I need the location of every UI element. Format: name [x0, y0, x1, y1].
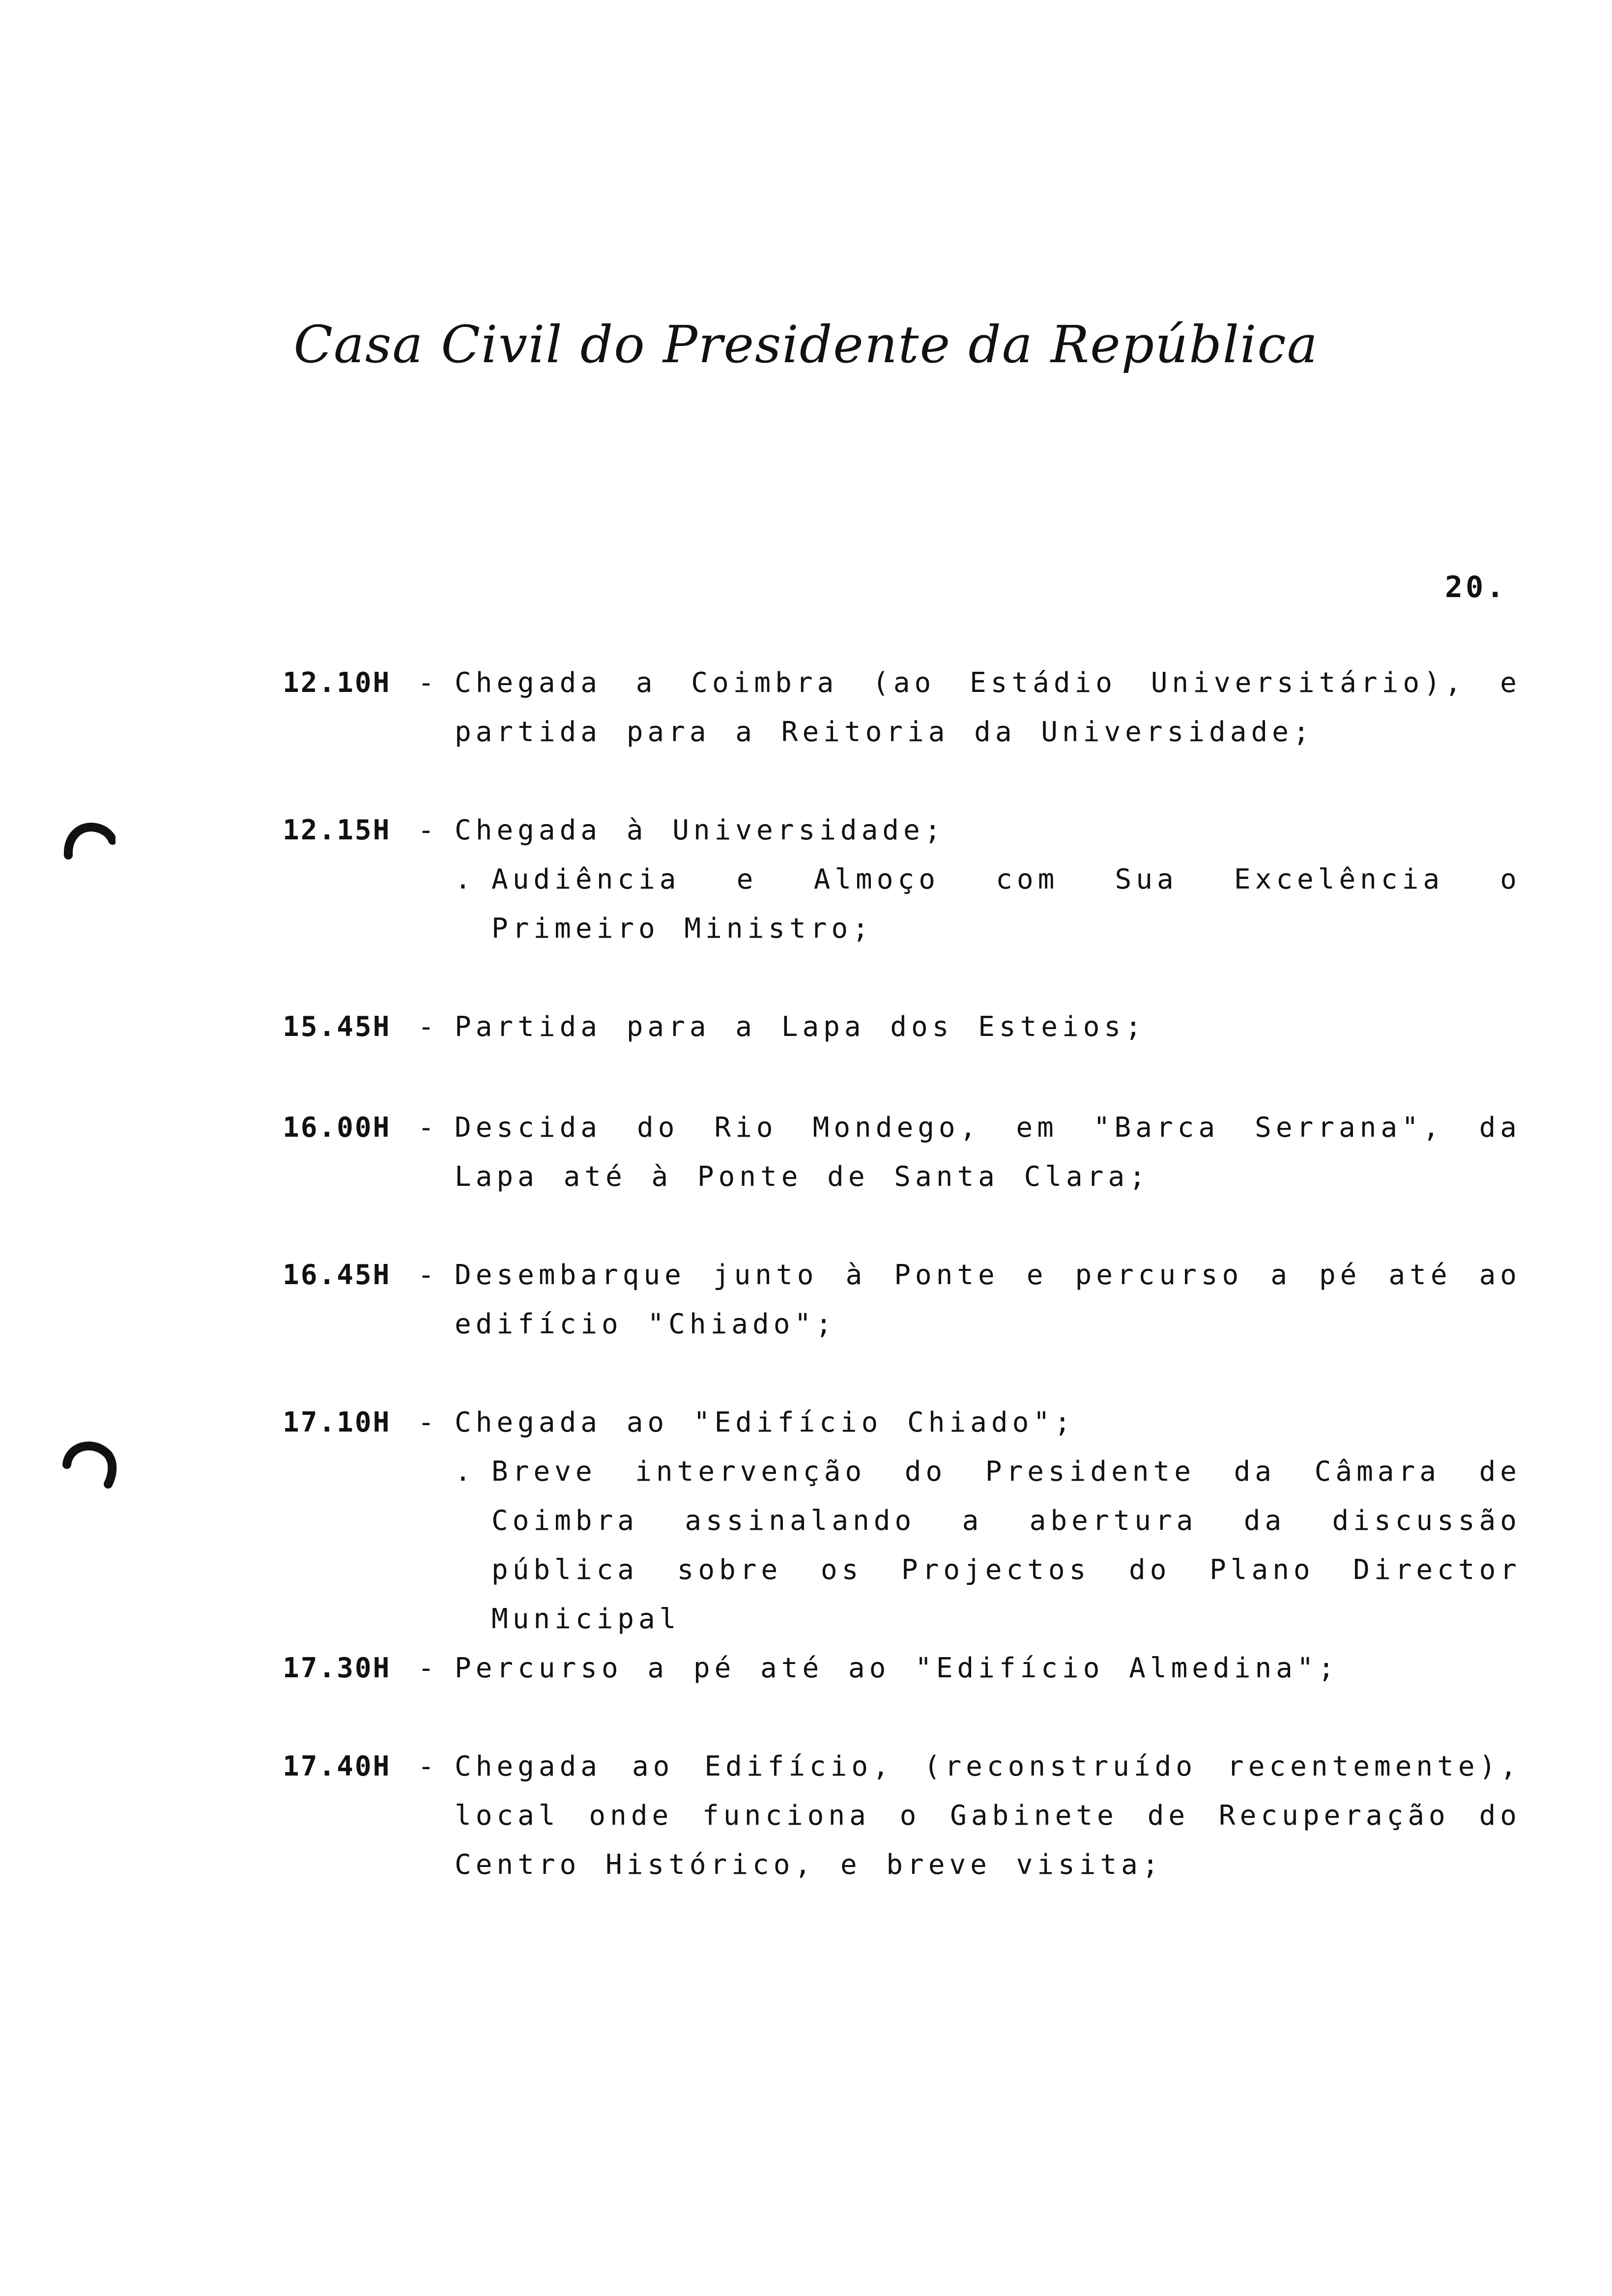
schedule-entry	[283, 1644, 1521, 1693]
entry-sub-item-text: Audiência e Almoço com Sua Excelência o Primeiro Ministro;	[491, 863, 1521, 945]
bullet-mark: .	[455, 1456, 471, 1488]
entry-time: 12.15H	[283, 814, 391, 846]
entry-description: Chegada ao "Edifício Chiado";	[455, 1406, 1075, 1438]
entry-dash: -	[418, 814, 434, 846]
entry-sub-item-text: Breve intervenção do Presidente da Câmara de Coimbra assinalando a abertura da discussão pública sobre os Projectos do Plano Director Municipal	[491, 1456, 1521, 1635]
punch-hole-mark-top	[61, 816, 115, 860]
entry-sub-item	[455, 1447, 1521, 1644]
schedule-entry	[283, 1742, 1521, 1890]
schedule-entry	[283, 1103, 1521, 1202]
page-number: 20.	[1445, 570, 1507, 604]
entry-dash: -	[418, 1751, 434, 1782]
entry-description: Descida do Rio Mondego, em "Barca Serrana", da Lapa até à Ponte de Santa Clara;	[455, 1112, 1521, 1193]
entry-dash: -	[418, 1652, 434, 1684]
schedule-entry	[283, 1251, 1521, 1349]
entry-dash: -	[418, 1112, 434, 1144]
bullet-mark: .	[455, 863, 471, 895]
entry-time: 17.30H	[283, 1652, 391, 1684]
letterhead: Casa Civil do Presidente da República	[293, 315, 1319, 374]
entry-description: Chegada a Coimbra (ao Estádio Universitário), e partida para a Reitoria da Universidade;	[455, 667, 1521, 748]
entry-description: Partida para a Lapa dos Esteios;	[455, 1011, 1146, 1043]
entry-description: Desembarque junto à Ponte e percurso a pé até ao edifício "Chiado";	[455, 1259, 1521, 1340]
entry-dash: -	[418, 1406, 434, 1438]
entry-time: 16.00H	[283, 1112, 391, 1144]
schedule-entry	[283, 659, 1521, 757]
entry-dash: -	[418, 1011, 434, 1043]
entry-sub-item	[455, 855, 1521, 953]
schedule-entry	[283, 1003, 1521, 1052]
entry-dash: -	[418, 667, 434, 699]
schedule-entry	[283, 806, 1521, 953]
entry-description: Percurso a pé até ao "Edifício Almedina";	[455, 1652, 1339, 1684]
entry-time: 16.45H	[283, 1259, 391, 1291]
schedule-entry	[283, 1398, 1521, 1644]
entry-time: 17.10H	[283, 1406, 391, 1438]
punch-hole-mark-bottom	[59, 1435, 123, 1499]
entry-time: 15.45H	[283, 1011, 391, 1043]
entry-dash: -	[418, 1259, 434, 1291]
entry-time: 12.10H	[283, 667, 391, 699]
entry-time: 17.40H	[283, 1751, 391, 1782]
entry-description: Chegada ao Edifício, (reconstruído recentemente), local onde funciona o Gabinete de Recuperação do Centro Histórico, e breve visita;	[455, 1751, 1521, 1881]
entry-description: Chegada à Universidade;	[455, 814, 946, 846]
